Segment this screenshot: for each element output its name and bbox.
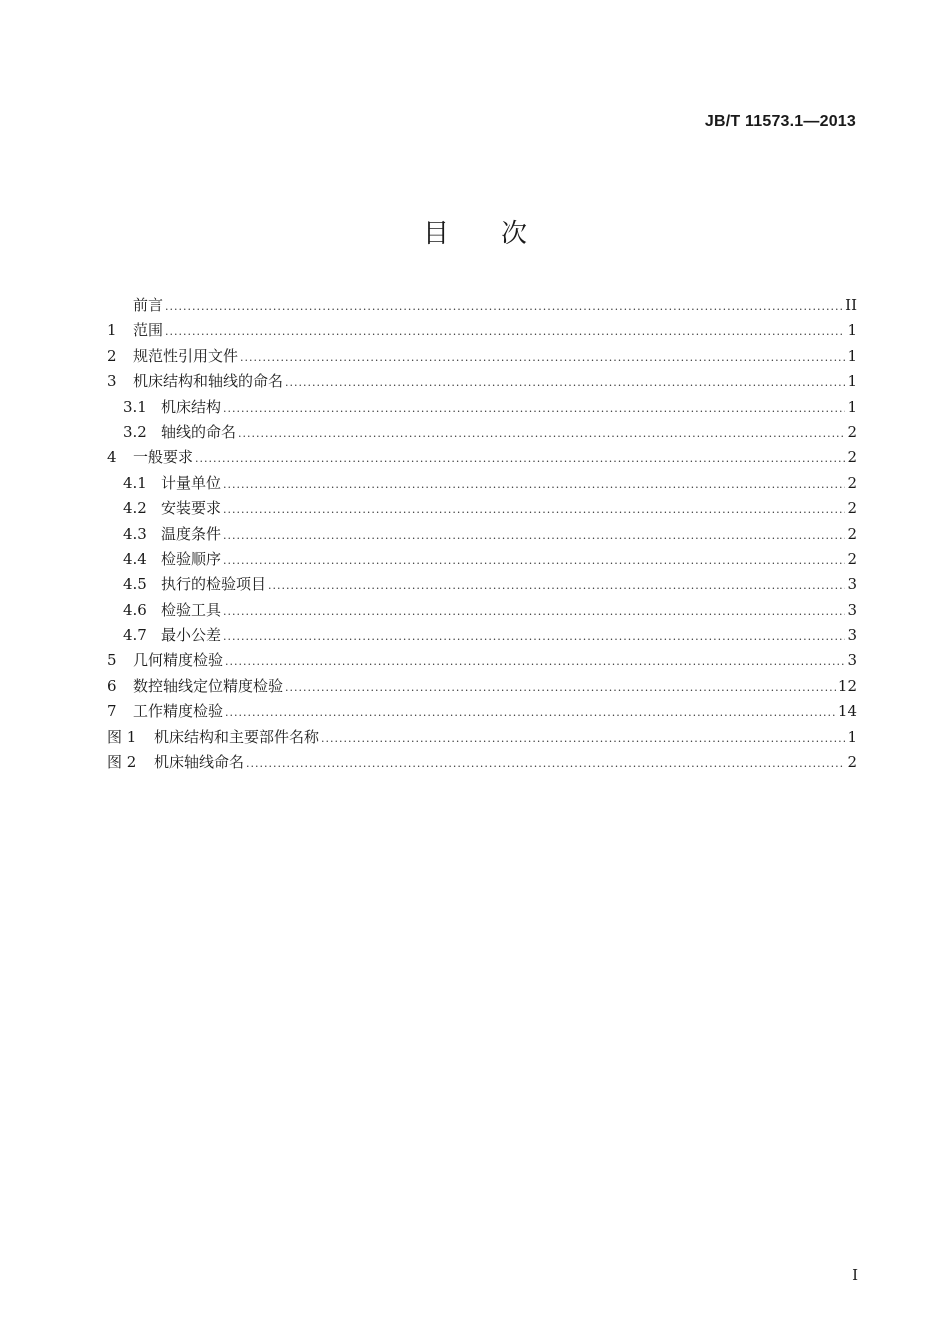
toc-entry-number: 1 — [107, 321, 117, 340]
toc-entry-number: 6 — [107, 676, 117, 695]
dot-leader — [246, 751, 845, 776]
toc-entry-page: 2 — [847, 549, 857, 568]
toc-entry[interactable] — [107, 496, 857, 521]
dot-leader — [225, 700, 836, 725]
toc-entry-label: 计量单位 — [161, 473, 222, 492]
toc-entry-label: 数控轴线定位精度检验 — [133, 676, 284, 695]
toc-entry-page: II — [845, 296, 857, 314]
toc-entry-page: 2 — [847, 499, 857, 518]
toc-entry[interactable] — [107, 318, 857, 343]
toc-entry-number: 4.2 — [123, 499, 147, 518]
toc-entry-label: 检验工具 — [161, 600, 222, 619]
toc-entry-number: 4.3 — [123, 524, 147, 543]
toc-entry-page: 1 — [847, 372, 857, 391]
dot-leader — [223, 497, 845, 522]
toc-entry-number: 3 — [107, 372, 117, 391]
toc-entry[interactable] — [107, 471, 857, 496]
toc-entry-page: 3 — [847, 651, 857, 670]
toc-entry-label: 最小公差 — [161, 626, 222, 645]
toc-entry-label: 温度条件 — [161, 524, 222, 543]
toc-entry-number: 图 2 — [107, 753, 137, 772]
dot-leader — [225, 649, 845, 674]
toc-entry-page: 2 — [847, 524, 857, 543]
dot-leader — [165, 319, 845, 344]
page-number: I — [852, 1266, 858, 1284]
toc-entry-page: 14 — [837, 702, 857, 721]
toc-entry-page: 3 — [847, 575, 857, 594]
toc-entry-page: 1 — [847, 397, 857, 416]
toc-entry-label: 范围 — [133, 321, 164, 340]
toc-entry-number: 4.4 — [123, 549, 147, 568]
dot-leader — [285, 370, 845, 395]
toc-entry-label: 机床轴线命名 — [154, 753, 245, 772]
dot-leader — [223, 548, 845, 573]
toc-entry[interactable] — [107, 395, 857, 420]
dot-leader — [223, 599, 845, 624]
toc-entry[interactable] — [107, 369, 857, 394]
dot-leader — [285, 675, 836, 700]
toc-entry-label: 机床结构 — [161, 397, 222, 416]
toc-entry[interactable] — [107, 522, 857, 547]
toc-entry-number: 4.6 — [123, 600, 147, 619]
dot-leader — [238, 421, 845, 446]
toc-entry-page: 1 — [847, 321, 857, 340]
dot-leader — [223, 624, 845, 649]
toc-entry[interactable] — [107, 725, 857, 750]
toc-entry-label: 一般要求 — [133, 448, 194, 467]
toc-entry-number: 2 — [107, 346, 117, 365]
toc-entry-page: 2 — [847, 473, 857, 492]
dot-leader — [268, 573, 845, 598]
dot-leader — [223, 396, 845, 421]
toc-entry-label: 几何精度检验 — [133, 651, 224, 670]
toc-entry-number: 3.1 — [123, 397, 147, 416]
toc-entry-number: 4.5 — [123, 575, 147, 594]
toc-entry[interactable] — [107, 750, 857, 775]
toc-entry-number: 5 — [107, 651, 117, 670]
toc-entry-page: 1 — [847, 727, 857, 746]
toc-entry-page: 3 — [847, 626, 857, 645]
document-code: JB/T 11573.1—2013 — [704, 113, 856, 130]
toc-entry-number: 3.2 — [123, 422, 147, 441]
toc-entry-page: 2 — [847, 753, 857, 772]
toc-entry-label: 规范性引用文件 — [133, 346, 239, 365]
page-title: 目次 — [422, 219, 579, 249]
toc-entry-label: 机床结构和轴线的命名 — [133, 372, 284, 391]
toc-entry-label: 执行的检验项目 — [161, 575, 267, 594]
toc-entry-label: 机床结构和主要部件名称 — [154, 727, 320, 746]
toc-entry-page: 12 — [837, 676, 857, 695]
toc-entry-label: 轴线的命名 — [161, 422, 237, 441]
table-of-contents — [107, 293, 857, 775]
dot-leader — [223, 472, 845, 497]
toc-entry[interactable] — [107, 293, 857, 318]
toc-entry[interactable] — [107, 572, 857, 597]
toc-entry-number: 图 1 — [107, 727, 137, 746]
toc-entry-label: 工作精度检验 — [133, 702, 224, 721]
toc-entry[interactable] — [107, 547, 857, 572]
toc-entry-page: 3 — [847, 600, 857, 619]
toc-entry[interactable] — [107, 598, 857, 623]
toc-entry[interactable] — [107, 420, 857, 445]
dot-leader — [165, 294, 843, 319]
toc-entry-label: 检验顺序 — [161, 549, 222, 568]
dot-leader — [240, 345, 845, 370]
toc-entry-page: 1 — [847, 346, 857, 365]
toc-entry-page: 2 — [847, 422, 857, 441]
dot-leader — [223, 523, 845, 548]
toc-entry-number: 4.7 — [123, 626, 147, 645]
toc-entry-label: 前言 — [133, 296, 164, 314]
toc-entry[interactable] — [107, 623, 857, 648]
toc-entry[interactable] — [107, 674, 857, 699]
toc-entry[interactable] — [107, 699, 857, 724]
toc-entry-number: 4 — [107, 448, 117, 467]
toc-entry[interactable] — [107, 445, 857, 470]
dot-leader — [321, 726, 845, 751]
toc-entry[interactable] — [107, 344, 857, 369]
toc-entry-number: 4.1 — [123, 473, 147, 492]
toc-entry-label: 安装要求 — [161, 499, 222, 518]
toc-entry-number: 7 — [107, 702, 117, 721]
dot-leader — [195, 446, 845, 471]
toc-entry-page: 2 — [847, 448, 857, 467]
toc-entry[interactable] — [107, 648, 857, 673]
